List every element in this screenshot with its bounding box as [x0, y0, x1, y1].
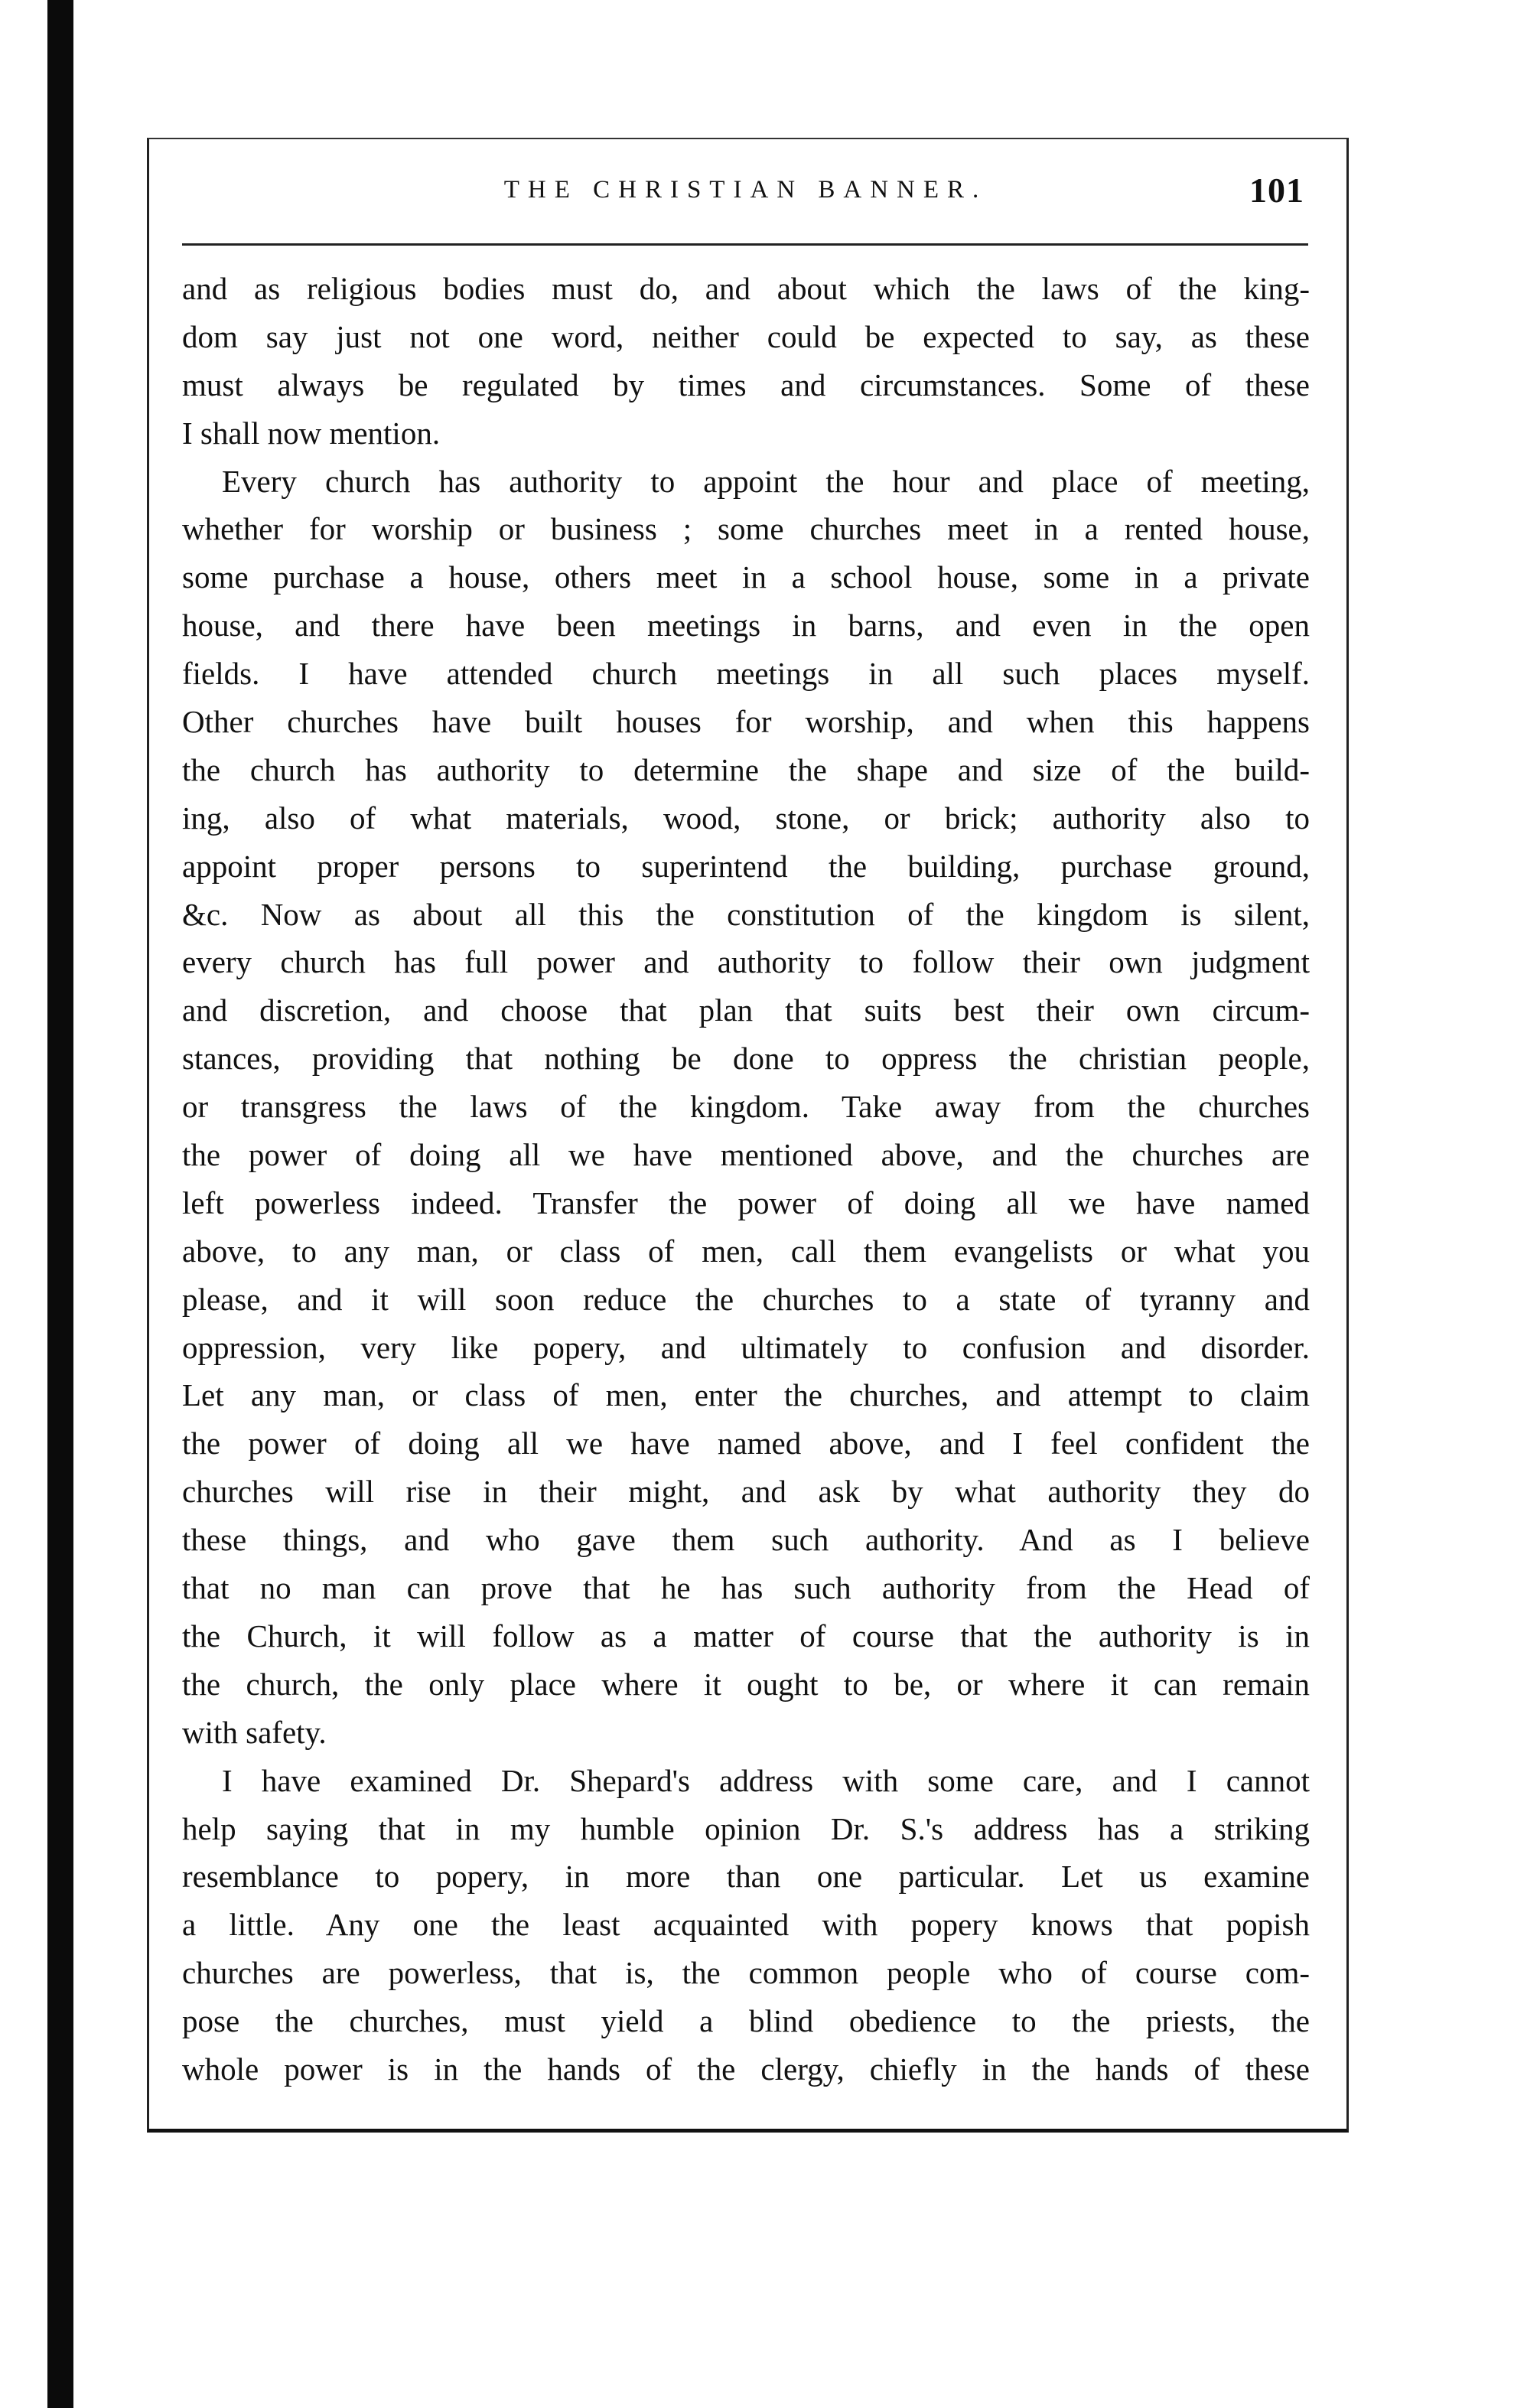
text-line: the church, the only place where it ought to be, or where it can remain — [182, 1666, 1310, 1702]
text-line: house, and there have been meetings in barns, and even in the open — [182, 608, 1310, 644]
text-line: whether for worship or business ; some churches meet in a rented house, — [182, 511, 1310, 547]
binding-edge — [47, 0, 73, 2408]
text-line: some purchase a house, others meet in a school house, some in a private — [182, 559, 1310, 595]
text-line: and discretion, and choose that plan that suits best their own circum- — [182, 992, 1310, 1028]
text-line: left powerless indeed. Transfer the power of doing all we have named — [182, 1184, 1310, 1220]
text-line: I shall now mention. — [182, 415, 441, 451]
text-line: churches are powerless, that is, the common people who of course com- — [182, 1955, 1310, 1991]
header-rule — [182, 243, 1308, 246]
text-line: stances, providing that nothing be done to oppress the christian people, — [182, 1041, 1310, 1077]
text-line: the Church, it will follow as a matter of course that the authority is in — [182, 1618, 1310, 1654]
running-title: THE CHRISTIAN BANNER. — [503, 176, 988, 204]
text-line: Let any man, or class of men, enter the churches, and attempt to claim — [182, 1377, 1310, 1413]
text-line: must always be regulated by times and circumstances. Some of these — [182, 367, 1310, 402]
text-line: help saying that in my humble opinion Dr. S.'s address has a striking — [182, 1810, 1310, 1846]
text-line: please, and it will soon reduce the churches to a state of tyranny and — [182, 1281, 1310, 1317]
text-line: resemblance to popery, in more than one particular. Let us examine — [182, 1859, 1310, 1895]
text-line: the power of doing all we have mentioned above, and the churches are — [182, 1137, 1310, 1173]
text-line: whole power is in the hands of the clergy, chiefly in the hands of these — [182, 2051, 1310, 2087]
text-line: these things, and who gave them such authority. And as I believe — [182, 1522, 1310, 1558]
text-line: ing, also of what materials, wood, stone, or brick; authority also to — [182, 800, 1310, 836]
text-line: or transgress the laws of the kingdom. Take away from the churches — [182, 1089, 1310, 1125]
text-line: above, to any man, or class of men, call them evangelists or what you — [182, 1233, 1310, 1269]
text-line: &c. Now as about all this the constitution of the kingdom is silent, — [182, 896, 1310, 932]
text-line: churches will rise in their might, and ask by what authority they do — [182, 1474, 1310, 1510]
text-line: the church has authority to determine the shape and size of the build- — [182, 751, 1310, 787]
text-line: the power of doing all we have named above, and I feel confident the — [182, 1426, 1310, 1461]
text-line: fields. I have attended church meetings in all such places myself. — [182, 656, 1310, 692]
text-line: that no man can prove that he has such authority from the Head of — [182, 1570, 1310, 1606]
text-line: pose the churches, must yield a blind obedience to the priests, the — [182, 2003, 1310, 2039]
text-line: Other churches have built houses for worship, and when this happens — [182, 704, 1310, 740]
text-line: Every church has authority to appoint the hour and place of meeting, — [222, 463, 1310, 499]
text-line: with safety. — [182, 1714, 327, 1750]
text-line: I have examined Dr. Shepard's address with some care, and I cannot — [222, 1762, 1310, 1798]
page-number: 101 — [1249, 171, 1304, 210]
running-head — [147, 170, 1344, 216]
text-line: dom say just not one word, neither could be expected to say, as these — [182, 318, 1310, 354]
text-line: a little. Any one the least acquainted with popery knows that popish — [182, 1907, 1310, 1943]
text-line: and as religious bodies must do, and about which the laws of the king- — [182, 271, 1310, 306]
text-line: oppression, very like popery, and ultimately to confusion and disorder. — [182, 1329, 1310, 1365]
body-text — [182, 265, 1310, 2094]
text-line: appoint proper persons to superintend the building, purchase ground, — [182, 848, 1310, 884]
text-line: every church has full power and authority to follow their own judgment — [182, 944, 1310, 980]
